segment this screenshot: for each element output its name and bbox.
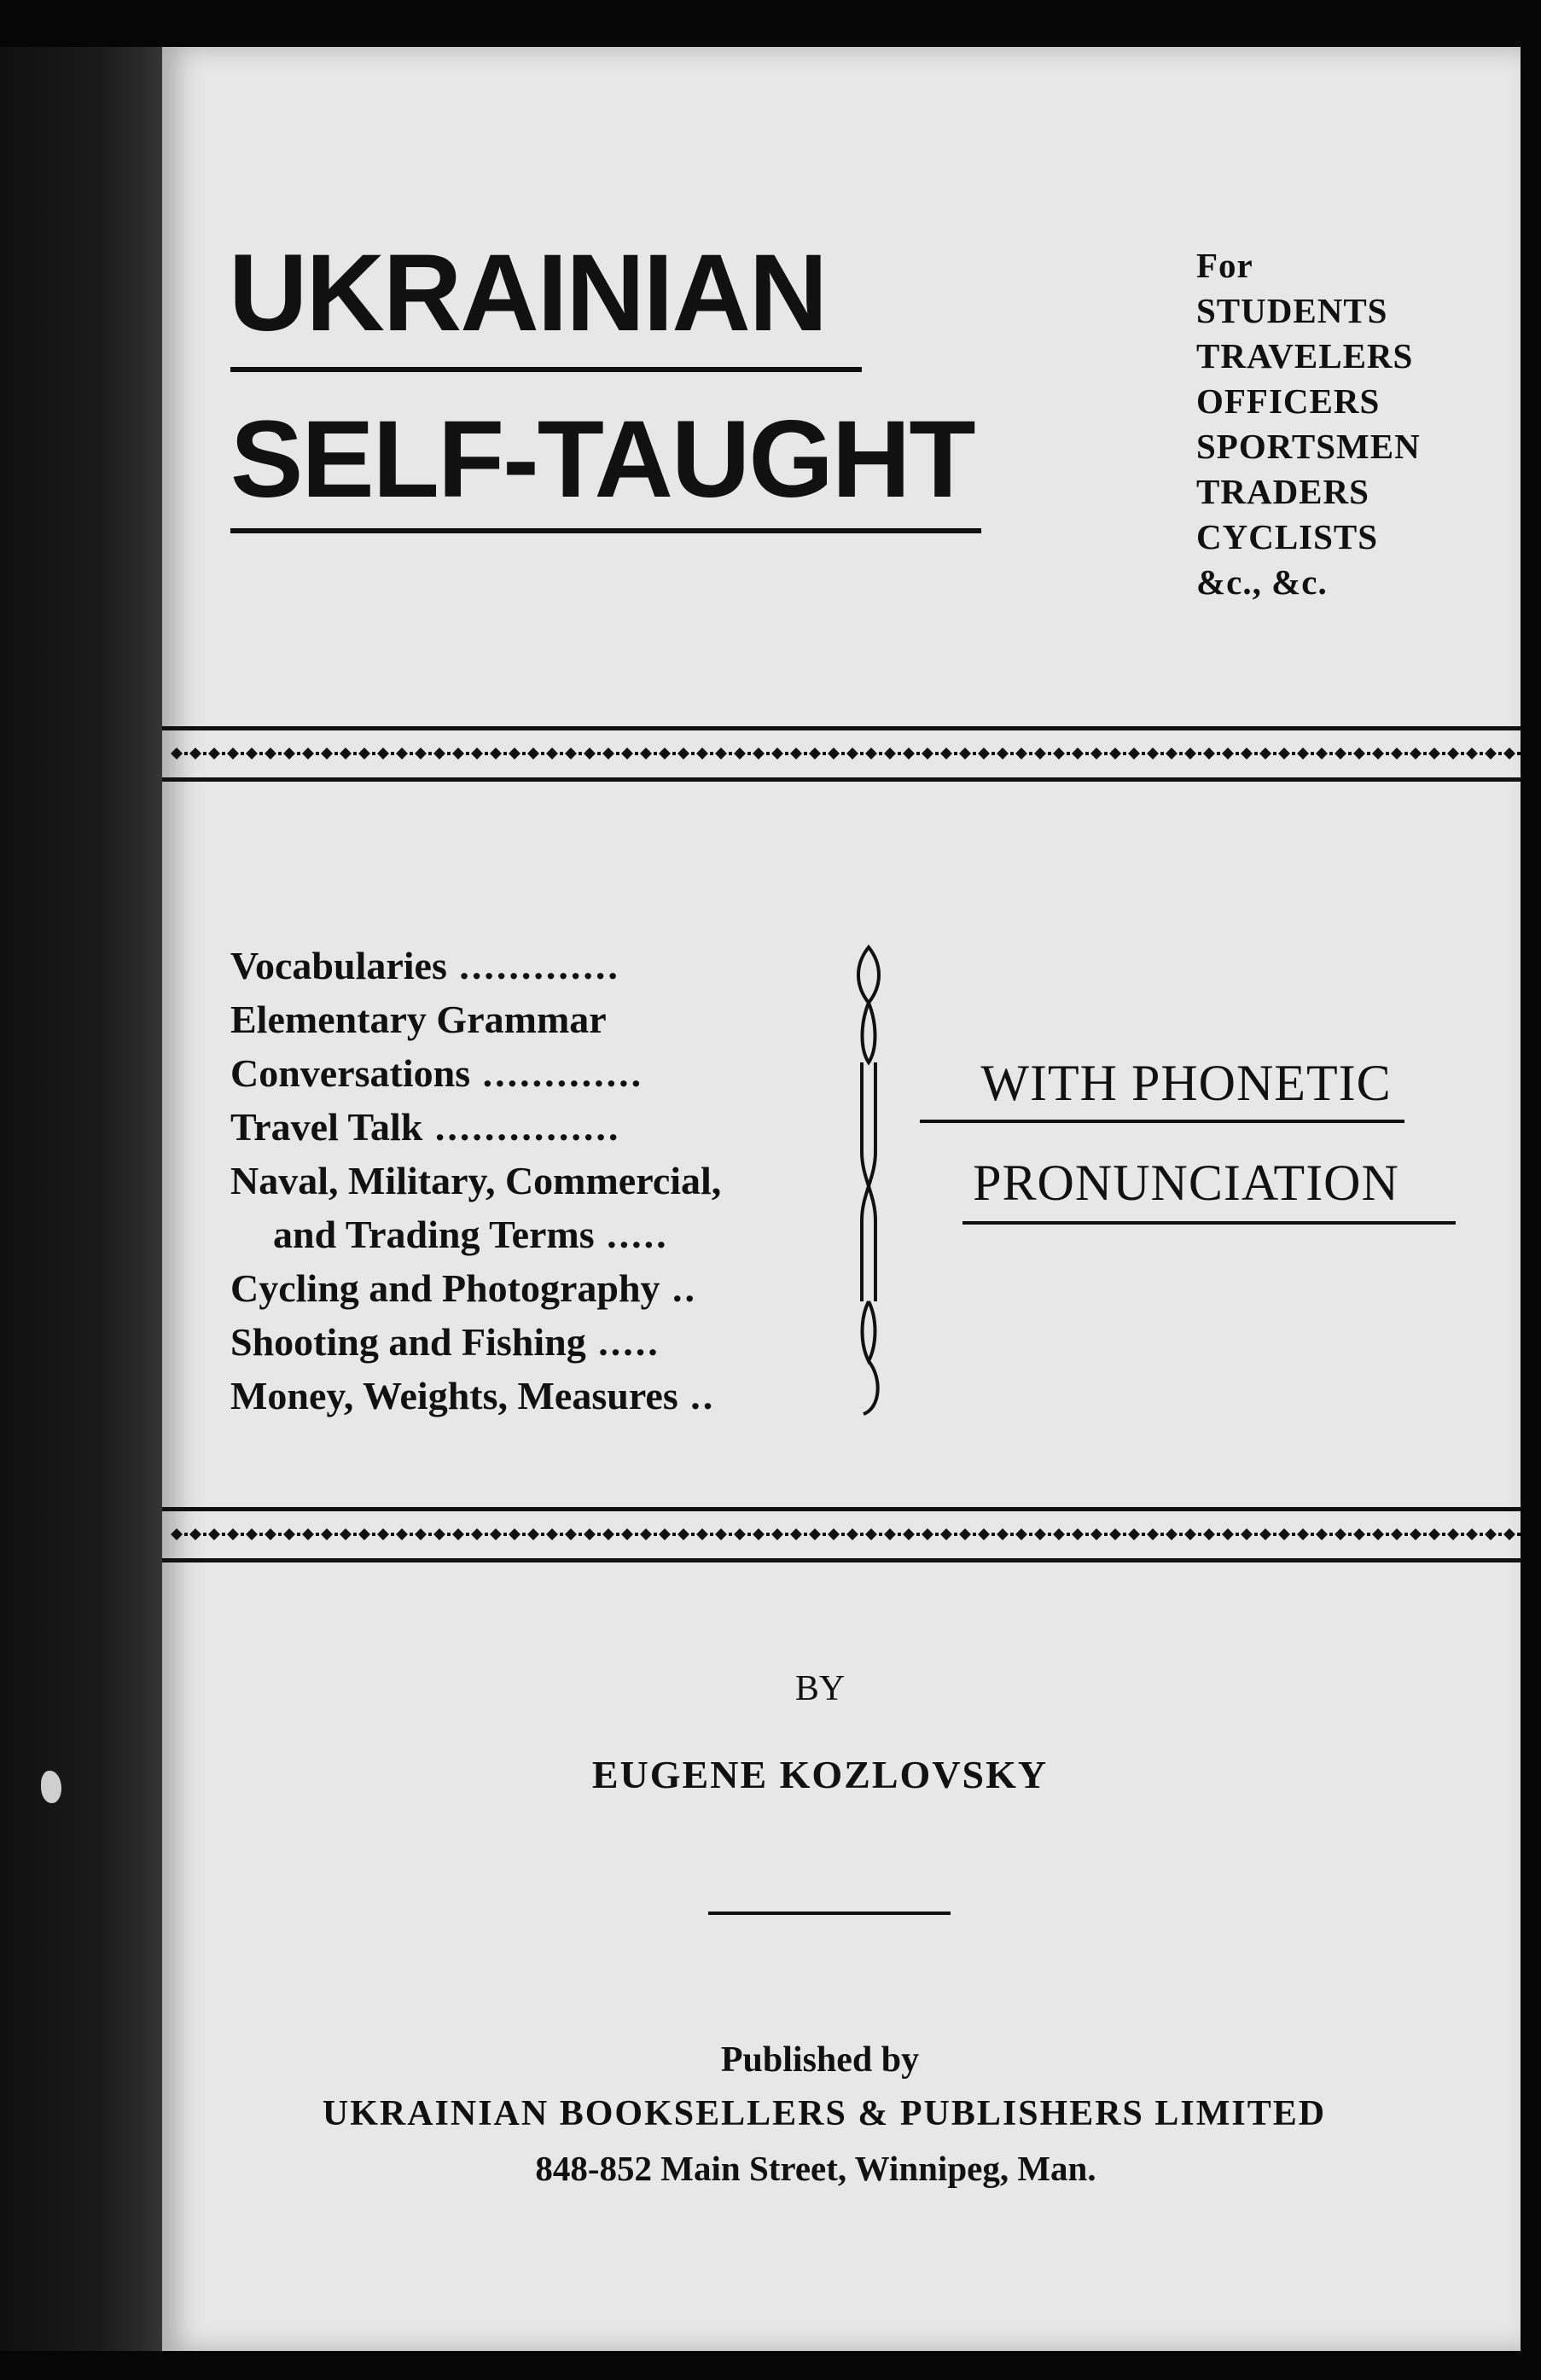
audience-item: TRADERS bbox=[1196, 472, 1369, 511]
title-line-1: UKRAINIAN bbox=[229, 232, 827, 354]
contents-item: Shooting and Fishing ..... bbox=[230, 1320, 660, 1364]
decorative-brace-icon bbox=[852, 943, 886, 1421]
ornament-divider-bottom bbox=[162, 1502, 1521, 1570]
audience-item: SPORTSMEN bbox=[1196, 427, 1421, 466]
ornament-divider-top bbox=[162, 721, 1521, 789]
contents-item: Elementary Grammar bbox=[230, 998, 607, 1041]
phonetic-line-2: PRONUNCIATION bbox=[973, 1155, 1399, 1211]
title-underline-2 bbox=[230, 528, 981, 533]
audience-list bbox=[1196, 243, 1478, 605]
phonetic-underline-2 bbox=[962, 1221, 1456, 1225]
audience-item: OFFICERS bbox=[1196, 381, 1381, 421]
publisher-name: UKRAINIAN BOOKSELLERS & PUBLISHERS LIMITED bbox=[322, 2094, 1327, 2133]
contents-item: Naval, Military, Commercial, bbox=[230, 1159, 722, 1202]
book-spine bbox=[0, 47, 177, 2351]
contents-item: Vocabularies ............. bbox=[230, 944, 620, 987]
phonetic-underline-1 bbox=[920, 1120, 1404, 1123]
audience-item: TRAVELERS bbox=[1196, 336, 1414, 375]
for-label: For bbox=[1196, 246, 1253, 285]
title-underline-1 bbox=[230, 367, 862, 372]
publisher-address: 848-852 Main Street, Winnipeg, Man. bbox=[535, 2149, 1096, 2188]
contents-item: Conversations ............. bbox=[230, 1051, 644, 1095]
contents-item: Money, Weights, Measures .. bbox=[230, 1374, 716, 1417]
audience-item: &c., &c. bbox=[1196, 562, 1328, 602]
contents-item: Travel Talk ............... bbox=[230, 1105, 621, 1149]
audience-item: CYCLISTS bbox=[1196, 517, 1379, 556]
phonetic-line-1: WITH PHONETIC bbox=[980, 1055, 1392, 1111]
audience-item: STUDENTS bbox=[1196, 291, 1388, 330]
title-page bbox=[162, 47, 1521, 2351]
contents-item: and Trading Terms ..... bbox=[273, 1213, 669, 1256]
published-by-label: Published by bbox=[720, 2040, 920, 2080]
contents-item: Cycling and Photography .. bbox=[230, 1266, 698, 1310]
title-line-2: SELF-TAUGHT bbox=[230, 399, 974, 521]
by-label: BY bbox=[794, 1669, 846, 1708]
spine-blemish bbox=[41, 1771, 61, 1803]
author-separator bbox=[708, 1912, 951, 1915]
author-name: EUGENE KOZLOVSKY bbox=[591, 1753, 1049, 1796]
